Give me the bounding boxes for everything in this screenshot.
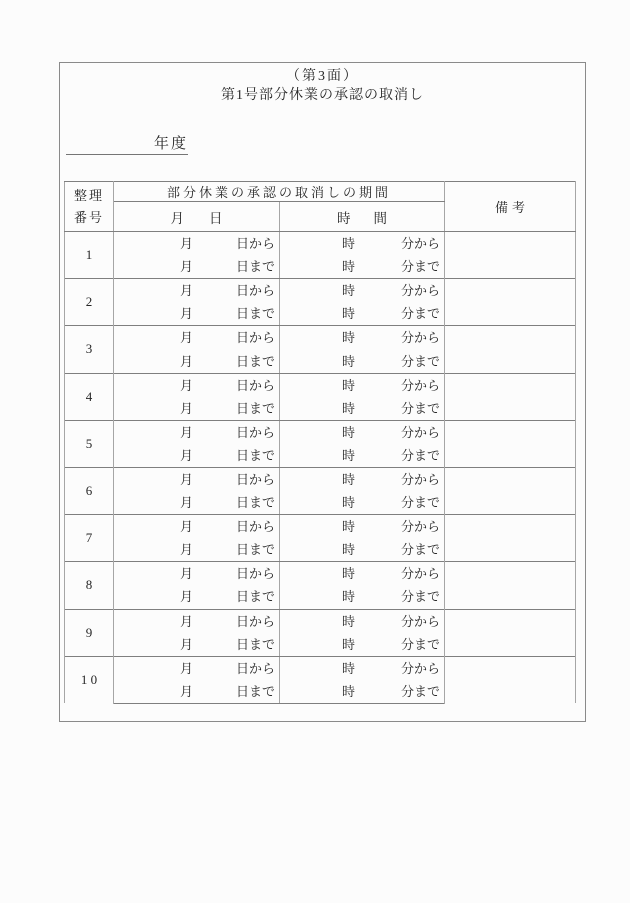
time-to-cell (280, 255, 445, 279)
month-label: 月 (179, 377, 193, 393)
table-header (65, 182, 576, 232)
time-to-cell (280, 302, 445, 326)
day-from-label: 日から (235, 471, 275, 487)
serial-number-header (65, 182, 114, 232)
minute-to-label: 分まで (401, 636, 441, 652)
month-label: 月 (179, 495, 193, 511)
time-from-cell (280, 279, 445, 303)
time-from-cell (280, 373, 445, 397)
date-from-cell (114, 656, 280, 680)
time-to-cell (280, 349, 445, 373)
time-column-header (280, 202, 445, 232)
day-from-label: 日から (235, 613, 275, 629)
day-header-char: 日 (209, 210, 223, 226)
minute-to-label: 分まで (401, 447, 441, 463)
date-to-cell (114, 585, 280, 609)
date-from-cell (114, 373, 280, 397)
serial-number-cell: 1 0 (65, 656, 114, 703)
month-label: 月 (179, 424, 193, 440)
minute-from-label: 分から (401, 613, 441, 629)
minute-from-label: 分から (401, 424, 441, 440)
month-label: 月 (179, 353, 193, 369)
remarks-cell (445, 420, 576, 467)
month-label: 月 (179, 259, 193, 275)
cancellation-period-table (64, 181, 576, 704)
date-to-cell (114, 491, 280, 515)
time-from-cell (280, 326, 445, 350)
remarks-cell (445, 279, 576, 326)
month-header-char: 月 (170, 210, 184, 226)
time-to-cell (280, 444, 445, 468)
time-from-cell (280, 420, 445, 444)
form-sheet-border (59, 62, 586, 722)
month-label: 月 (179, 471, 193, 487)
hour-label: 時 (341, 471, 355, 487)
month-label: 月 (179, 566, 193, 582)
table-body (65, 232, 576, 704)
time-from-cell (280, 467, 445, 491)
minute-from-label: 分から (401, 566, 441, 582)
day-to-label: 日まで (235, 353, 275, 369)
month-label: 月 (179, 447, 193, 463)
hour-label: 時 (341, 306, 355, 322)
minute-from-label: 分から (401, 330, 441, 346)
hour-label: 時 (341, 660, 355, 676)
time-to-cell (280, 633, 445, 657)
table-row (65, 326, 576, 350)
table-row (65, 609, 576, 633)
period-group-header: 部分休業の承認の取消しの期間 (114, 182, 445, 202)
day-from-label: 日から (235, 236, 275, 252)
table-row (65, 562, 576, 586)
hour-label: 時 (341, 566, 355, 582)
hour-label: 時 (341, 353, 355, 369)
day-from-label: 日から (235, 424, 275, 440)
month-label: 月 (179, 660, 193, 676)
hour-header-char: 時 (337, 210, 351, 226)
table-row (65, 515, 576, 539)
time-from-cell (280, 609, 445, 633)
time-from-cell (280, 562, 445, 586)
hour-label: 時 (341, 259, 355, 275)
serial-number-cell: 7 (65, 515, 114, 562)
minute-to-label: 分まで (401, 306, 441, 322)
hour-label: 時 (341, 236, 355, 252)
month-label: 月 (179, 330, 193, 346)
time-to-cell (280, 491, 445, 515)
serial-number-cell: 4 (65, 373, 114, 420)
minute-to-label: 分まで (401, 495, 441, 511)
minute-to-label: 分まで (401, 683, 441, 699)
day-to-label: 日まで (235, 683, 275, 699)
header-row-1 (65, 182, 576, 202)
page-face-label: （第3面） (286, 69, 359, 84)
table-row (65, 279, 576, 303)
day-to-label: 日まで (235, 400, 275, 416)
remarks-cell (445, 656, 576, 703)
day-from-label: 日から (235, 330, 275, 346)
month-label: 月 (179, 519, 193, 535)
hour-label: 時 (341, 542, 355, 558)
minute-to-label: 分まで (401, 259, 441, 275)
day-to-label: 日まで (235, 636, 275, 652)
remarks-cell (445, 373, 576, 420)
day-from-label: 日から (235, 519, 275, 535)
month-label: 月 (179, 683, 193, 699)
date-to-cell (114, 680, 280, 704)
day-from-label: 日から (235, 377, 275, 393)
remarks-cell (445, 562, 576, 609)
remarks-cell (445, 515, 576, 562)
time-to-cell (280, 585, 445, 609)
hour-label: 時 (341, 283, 355, 299)
date-from-cell (114, 609, 280, 633)
hour-label: 時 (341, 400, 355, 416)
date-to-cell (114, 397, 280, 421)
remarks-cell (445, 467, 576, 514)
day-to-label: 日まで (235, 306, 275, 322)
date-from-cell (114, 326, 280, 350)
time-from-cell (280, 656, 445, 680)
date-to-cell (114, 633, 280, 657)
table-row (65, 232, 576, 256)
date-from-cell (114, 515, 280, 539)
serial-number-cell: 3 (65, 326, 114, 373)
remarks-cell (445, 232, 576, 279)
minute-to-label: 分まで (401, 589, 441, 605)
day-from-label: 日から (235, 660, 275, 676)
hour-label: 時 (341, 495, 355, 511)
remarks-cell (445, 326, 576, 373)
remarks-cell (445, 609, 576, 656)
minute-header-char: 間 (373, 210, 387, 226)
month-label: 月 (179, 306, 193, 322)
minute-from-label: 分から (401, 377, 441, 393)
time-to-cell (280, 397, 445, 421)
hour-label: 時 (341, 683, 355, 699)
hour-label: 時 (341, 636, 355, 652)
hour-label: 時 (341, 589, 355, 605)
day-from-label: 日から (235, 566, 275, 582)
hour-label: 時 (341, 519, 355, 535)
serial-number-cell: 9 (65, 609, 114, 656)
date-from-cell (114, 232, 280, 256)
minute-from-label: 分から (401, 283, 441, 299)
table-row (65, 420, 576, 444)
form-title: 第1号部分休業の承認の取消し (221, 88, 424, 103)
minute-from-label: 分から (401, 471, 441, 487)
month-label: 月 (179, 613, 193, 629)
date-from-cell (114, 467, 280, 491)
date-column-header (114, 202, 280, 232)
time-to-cell (280, 680, 445, 704)
serial-number-cell: 6 (65, 467, 114, 514)
hour-label: 時 (341, 330, 355, 346)
date-from-cell (114, 279, 280, 303)
table-row (65, 373, 576, 397)
serial-number-cell: 8 (65, 562, 114, 609)
day-from-label: 日から (235, 283, 275, 299)
serial-number-cell: 2 (65, 279, 114, 326)
month-label: 月 (179, 636, 193, 652)
date-from-cell (114, 562, 280, 586)
minute-from-label: 分から (401, 660, 441, 676)
serial-header-line1: 整理 (73, 187, 104, 203)
month-label: 月 (179, 236, 193, 252)
month-label: 月 (179, 400, 193, 416)
date-to-cell (114, 255, 280, 279)
day-to-label: 日まで (235, 259, 275, 275)
day-to-label: 日まで (235, 495, 275, 511)
serial-number-cell: 5 (65, 420, 114, 467)
date-to-cell (114, 302, 280, 326)
minute-from-label: 分から (401, 519, 441, 535)
day-to-label: 日まで (235, 589, 275, 605)
month-label: 月 (179, 589, 193, 605)
serial-number-cell: 1 (65, 232, 114, 279)
remarks-header: 備考 (445, 182, 576, 232)
hour-label: 時 (341, 377, 355, 393)
month-label: 月 (179, 283, 193, 299)
fiscal-year-line (66, 134, 188, 155)
minute-from-label: 分から (401, 236, 441, 252)
time-from-cell (280, 515, 445, 539)
date-to-cell (114, 538, 280, 562)
table-row (65, 467, 576, 491)
serial-header-line2: 番号 (73, 209, 104, 225)
date-to-cell (114, 444, 280, 468)
hour-label: 時 (341, 424, 355, 440)
minute-to-label: 分まで (401, 400, 441, 416)
time-from-cell (280, 232, 445, 256)
minute-to-label: 分まで (401, 353, 441, 369)
minute-to-label: 分まで (401, 542, 441, 558)
day-to-label: 日まで (235, 447, 275, 463)
time-to-cell (280, 538, 445, 562)
date-to-cell (114, 349, 280, 373)
table-row (65, 656, 576, 680)
hour-label: 時 (341, 613, 355, 629)
hour-label: 時 (341, 447, 355, 463)
day-to-label: 日まで (235, 542, 275, 558)
date-from-cell (114, 420, 280, 444)
fiscal-year-label: 年度 (153, 136, 188, 152)
month-label: 月 (179, 542, 193, 558)
